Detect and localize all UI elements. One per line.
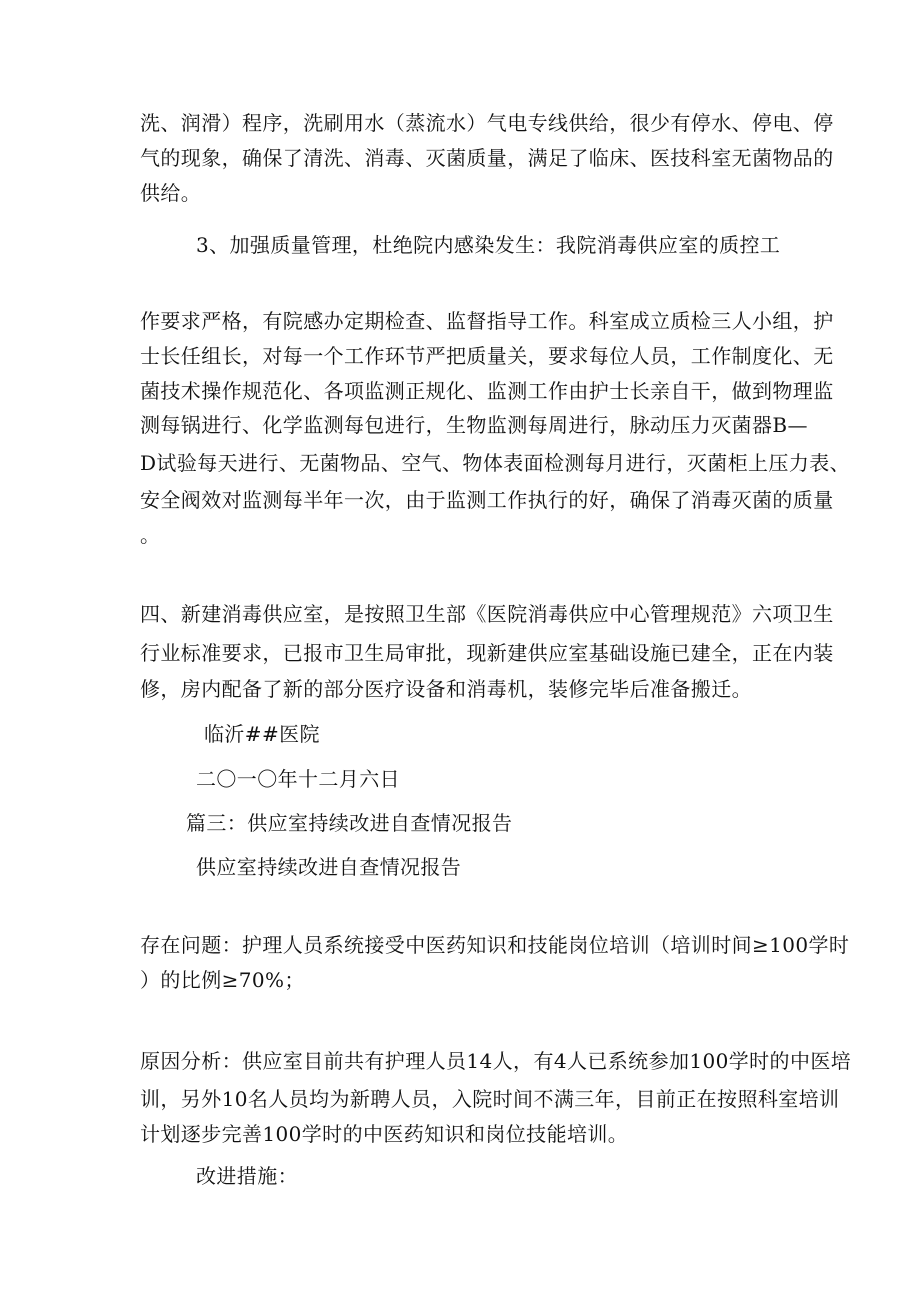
paragraph-line: 存在问题：护理人员系统接受中医药知识和技能岗位培训（培训时间≥100学时 xyxy=(140,933,850,957)
signature-date: 二〇一〇年十二月六日 xyxy=(196,767,400,791)
paragraph-line: 测每锅进行、化学监测每包进行，生物监测每周进行，脉动压力灭菌器B— xyxy=(140,413,808,437)
paragraph-line: 供给。 xyxy=(140,181,202,205)
paragraph-line: 气的现象，确保了清洗、消毒、灭菌质量，满足了临床、医技科室无菌物品的 xyxy=(140,146,834,170)
paragraph-line: 洗、润滑）程序，洗刷用水（蒸流水）气电专线供给，很少有停水、停电、停 xyxy=(140,111,834,135)
paragraph-line: 四、新建消毒供应室，是按照卫生部《医院消毒供应中心管理规范》六项卫生 xyxy=(140,602,834,626)
paragraph-line: 安全阀效对监测每半年一次，由于监测工作执行的好，确保了消毒灭菌的质量 xyxy=(140,488,834,512)
paragraph-line: ）的比例≥70%； xyxy=(140,968,305,992)
chapter-heading: 篇三：供应室持续改进自查情况报告 xyxy=(186,811,513,835)
paragraph-line: 训，另外10名人员均为新聘人员，入院时间不满三年，目前正在按照科室培训 xyxy=(140,1087,840,1111)
signature-organization: 临沂##医院 xyxy=(204,722,320,746)
paragraph-line: 原因分析：供应室目前共有护理人员14人，有4人已系统参加100学时的中医培 xyxy=(140,1049,852,1073)
paragraph-line: 修，房内配备了新的部分医疗设备和消毒机，装修完毕后准备搬迁。 xyxy=(140,677,752,701)
section-heading-line: 改进措施： xyxy=(196,1164,298,1188)
paragraph-line: 行业标准要求，已报市卫生局审批，现新建供应室基础设施已建全，正在内装 xyxy=(140,641,834,665)
paragraph-line: D试验每天进行、无菌物品、空气、物体表面检测每月进行，灭菌柜上压力表、 xyxy=(140,451,851,475)
paragraph-line: 士长任组长，对每一个工作环节严把质量关，要求每位人员，工作制度化、无 xyxy=(140,344,834,368)
report-title: 供应室持续改进自查情况报告 xyxy=(196,855,462,879)
paragraph-line: 作要求严格，有院感办定期检查、监督指导工作。科室成立质检三人小组，护 xyxy=(140,309,834,333)
paragraph-line: 计划逐步完善100学时的中医药知识和岗位技能培训。 xyxy=(140,1122,629,1146)
paragraph-line: 。 xyxy=(140,523,161,547)
section-heading-line: 3、加强质量管理，杜绝院内感染发生：我院消毒供应室的质控工 xyxy=(196,233,781,257)
paragraph-line: 菌技术操作规范化、各项监测正规化、监测工作由护士长亲自干，做到物理监 xyxy=(140,379,834,403)
